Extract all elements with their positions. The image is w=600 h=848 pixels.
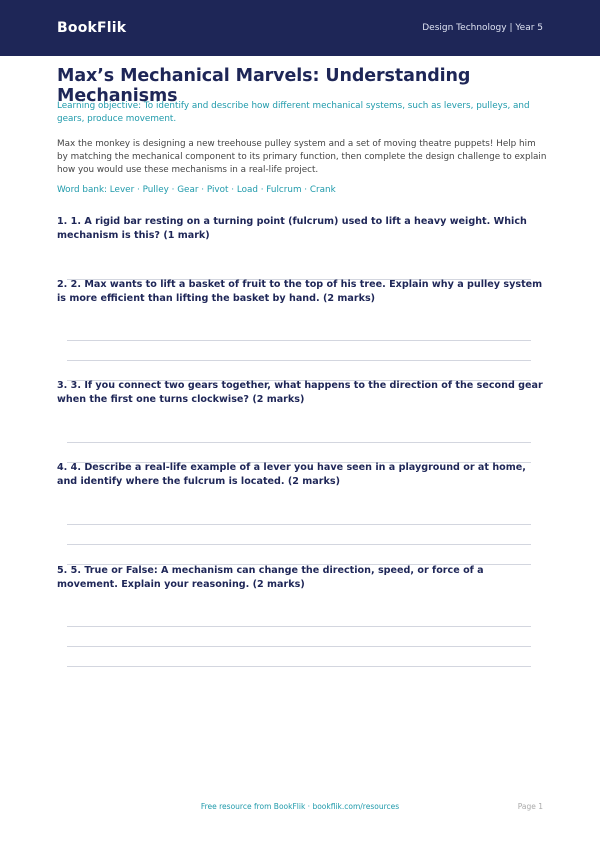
answer-line[interactable]: [67, 340, 531, 341]
question-4: 4. 4. Describe a real-life example of a lever you have seen in a playground or at home, and identify where the fulcrum is located. (2 marks): [57, 462, 526, 487]
answer-line[interactable]: [67, 544, 531, 545]
answer-line[interactable]: [67, 666, 531, 667]
question-3: 3. 3. If you connect two gears together, what happens to the direction of the second gear when the first one turns clockwise? (2 marks): [57, 380, 543, 405]
question-5: 5. 5. True or False: A mechanism can change the direction, speed, or force of a movement. Explain your reasoning. (2 marks): [57, 565, 484, 590]
learning-objective: Learning objective: To identify and describe how different mechanical systems, such as levers, pulleys, and gears, produce movement.: [57, 101, 530, 124]
intro-paragraph: Max the monkey is designing a new treehouse pulley system and a set of moving theatre puppets! Help him by matching the mechanical component to its primary function, then complete the design challenge to explain how you would use these mechanisms in a real-life project.: [57, 139, 547, 175]
footer-credit[interactable]: Free resource from BookFlik · bookflik.com/resources: [200, 802, 400, 811]
question-1: 1. 1. A rigid bar resting on a turning point (fulcrum) used to lift a heavy weight. Which mechanism is this? (1 mark): [57, 216, 527, 241]
brand-logo[interactable]: BookFlik: [57, 20, 127, 36]
word-bank: Word bank: Lever · Pulley · Gear · Pivot · Load · Fulcrum · Crank: [57, 185, 336, 195]
answer-line[interactable]: [67, 360, 531, 361]
page-number: Page 1: [517, 802, 543, 811]
answer-line[interactable]: [67, 626, 531, 627]
header-bar: [0, 0, 600, 56]
question-2: 2. 2. Max wants to lift a basket of fruit to the top of his tree. Explain why a pulley system is more efficient than lifting the basket by hand. (2 marks): [57, 279, 543, 304]
page-title: Max’s Mechanical Marvels: Understanding Mechanisms: [57, 66, 471, 106]
answer-line[interactable]: [67, 442, 531, 443]
answer-line[interactable]: [67, 646, 531, 647]
subject-label: Design Technology | Year 5: [422, 23, 543, 33]
answer-line[interactable]: [67, 524, 531, 525]
